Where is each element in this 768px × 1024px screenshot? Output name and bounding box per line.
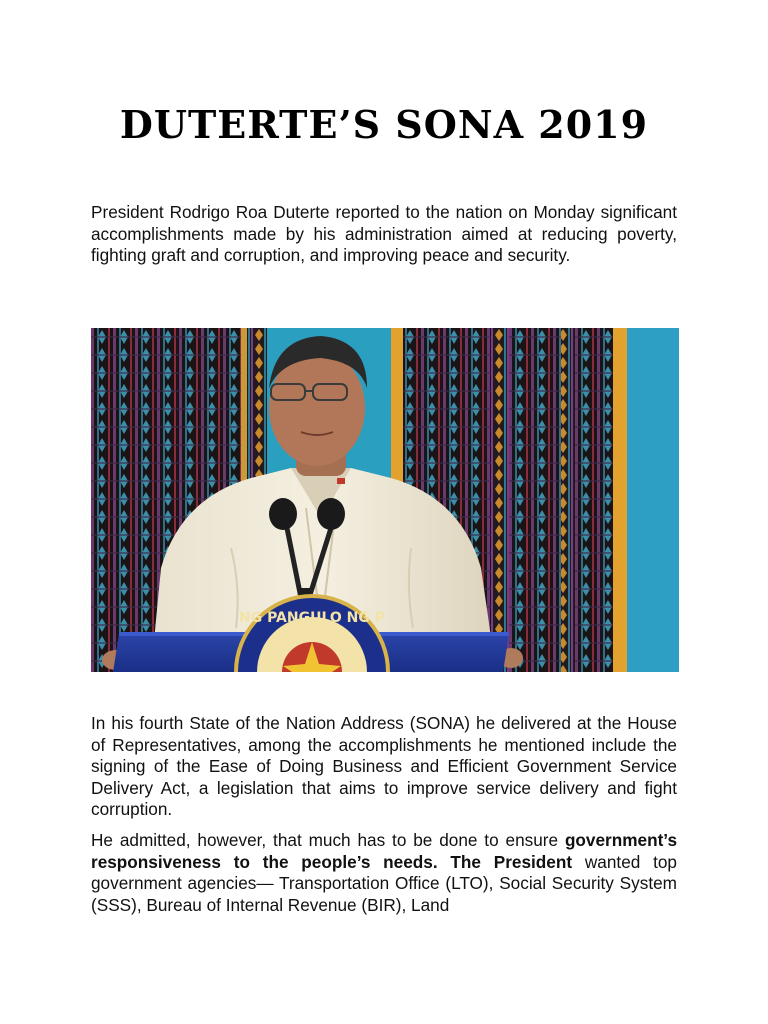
paragraph-bold: government’s responsiveness to the people’s needs. The President <box>91 830 677 872</box>
duterte-photo <box>91 328 679 672</box>
intro-paragraph: President Rodrigo Roa Duterte reported to the nation on Monday significant accomplishments made by his administration aimed at reducing poverty, fighting graft and corruption, and improving peace and security. <box>91 202 677 265</box>
paragraph-tail: wanted top government agencies— Transportation Office (LTO), Social Security System (SSS), Bureau of Internal Revenue (BIR), Land <box>91 851 677 915</box>
sona-paragraph: In his fourth State of the Nation Address (SONA) he delivered at the House of Representatives, among the accomplishments he mentioned include the signing of the Ease of Doing Business and Efficient Government Service Delivery Act, a legislation that aims to improve service delivery and fight corruption. <box>91 713 677 819</box>
seal-text: NG PANGULO NG P <box>238 610 386 626</box>
paragraph-lead: He admitted, however, that much has to be done to ensure <box>91 830 565 850</box>
responsiveness-paragraph <box>91 830 677 916</box>
document-title: DUTERTE’S SONA 2019 <box>119 102 649 147</box>
